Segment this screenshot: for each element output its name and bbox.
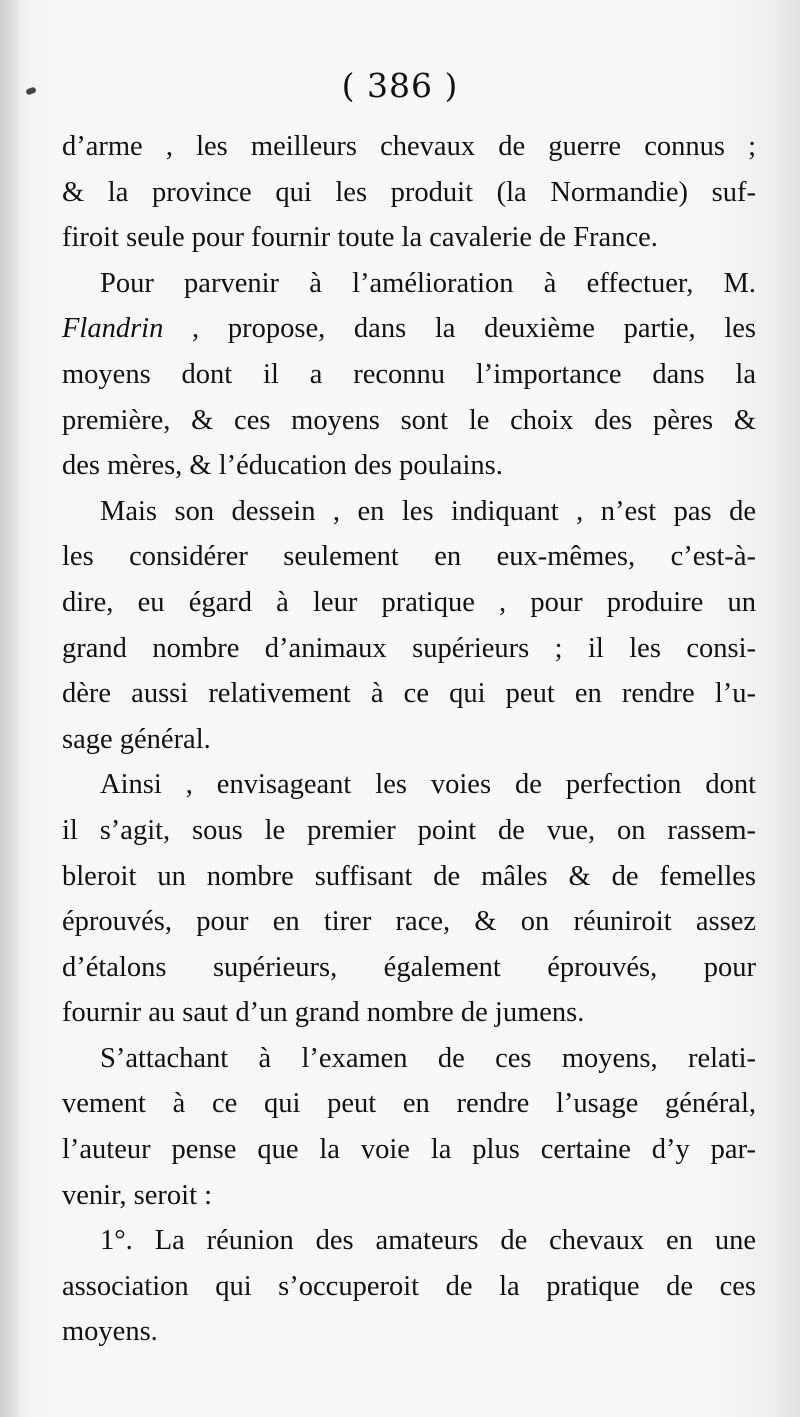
text-line: des mères, & l’éducation des poulains. [62, 450, 503, 482]
text-line: S’attachant à l’examen de ces moyens, relati- [100, 1042, 756, 1074]
text-line: association qui s’occuperoit de la pratique de ces [62, 1270, 756, 1302]
author-name: Flandrin [62, 313, 164, 345]
text-line: éprouvés, pour en tirer race, & on réuniroit assez [62, 906, 756, 938]
text-line: il s’agit, sous le premier point de vue, on rassem- [62, 814, 756, 846]
text-line: 1°. La réunion des amateurs de chevaux en une [100, 1225, 756, 1257]
text-line: les considérer seulement en eux-mêmes, c’est-à- [62, 541, 756, 573]
text-line: dère aussi relativement à ce qui peut en rendre l’u- [62, 678, 756, 710]
text-line: dire, eu égard à leur pratique , pour produire un [62, 586, 756, 618]
text-line [62, 306, 756, 352]
text-line: d’arme , les meilleurs chevaux de guerre connus ; [62, 131, 756, 162]
text-line: première, & ces moyens sont le choix des pères & [62, 404, 756, 436]
text-line: sage général. [62, 723, 211, 755]
text-line: firoit seule pour fournir toute la cavalerie de France. [62, 222, 658, 254]
text-line: Mais son dessein , en les indiquant , n’est pas de [100, 495, 756, 527]
text-line: bleroit un nombre suffisant de mâles & de femelles [62, 860, 756, 892]
text-line: venir, seroit : [62, 1179, 213, 1211]
text-line: Pour parvenir à l’amélioration à effectuer, M. [100, 267, 756, 299]
text-fragment: , propose, dans la deuxième partie, les [163, 313, 756, 345]
page-number: ( 386 ) [341, 66, 459, 105]
text-line: & la province qui les produit (la Normandie) suf- [62, 176, 756, 208]
text-line: fournir au saut d’un grand nombre de jumens. [62, 997, 585, 1029]
text-line: moyens dont il a reconnu l’importance dans la [62, 358, 756, 390]
text-line: l’auteur pense que la voie la plus certaine d’y par- [62, 1134, 756, 1166]
body-text [62, 124, 756, 1355]
text-line: d’étalons supérieurs, également éprouvés, pour [62, 951, 756, 983]
text-line: grand nombre d’animaux supérieurs ; il les consi- [62, 632, 756, 664]
text-line: vement à ce qui peut en rendre l’usage général, [62, 1088, 756, 1120]
text-line: moyens. [62, 1316, 158, 1348]
gutter-shadow [0, 0, 22, 1417]
text-line: Ainsi , envisageant les voies de perfection dont [100, 769, 756, 801]
